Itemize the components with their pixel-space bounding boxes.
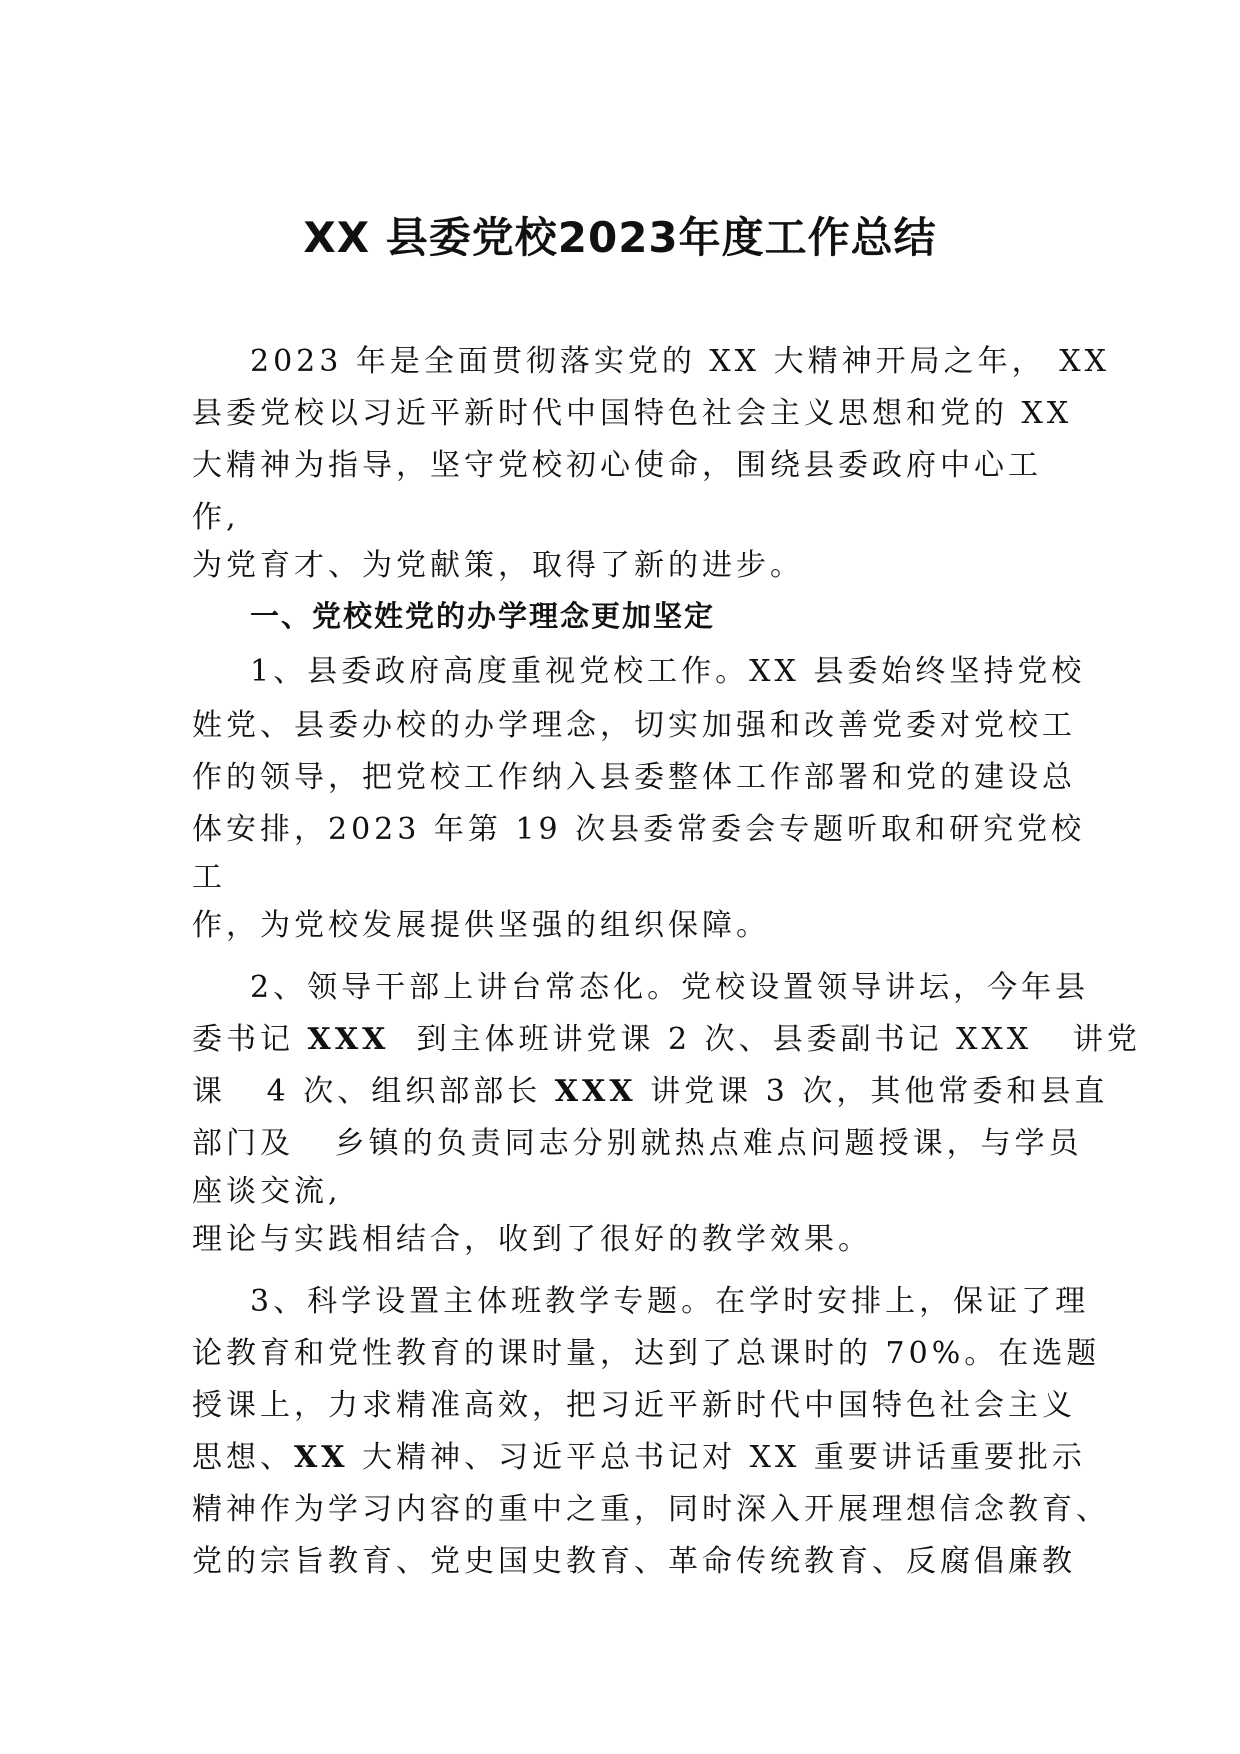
p3-line-5: 精神作为学习内容的重中之重，同时深入开展理想信念教育、 (192, 1492, 1110, 1527)
intro-line-4: 作, (192, 500, 240, 535)
p3-line-3: 授课上，力求精准高效，把习近平新时代中国特色社会主义 (192, 1388, 1076, 1423)
intro-line-2: 县委党校以习近平新时代中国特色社会主义思想和党的 XX (192, 396, 1073, 431)
p2-line-2 (192, 1020, 1141, 1060)
p2-line-5: 座谈交流, (192, 1174, 342, 1209)
p3-line-6: 党的宗旨教育、党史国史教育、革命传统教育、反腐倡廉教 (192, 1544, 1076, 1579)
p2-bold-name-2: XXX (554, 1074, 637, 1109)
p3-bold-xx: XX (294, 1440, 349, 1475)
p3-line-1: 3、科学设置主体班教学专题。在学时安排上，保证了理 (250, 1284, 1090, 1319)
p1-line-2: 姓党、县委办校的办学理念，切实加强和改善党委对党校工 (192, 708, 1076, 743)
intro-line-3: 大精神为指导，坚守党校初心使命，围绕县委政府中心工 (192, 448, 1042, 483)
document-title: XX 县委党校2023年度工作总结 (303, 213, 937, 262)
p3-line-2: 论教育和党性教育的课时量，达到了总课时的 70%。在选题 (192, 1336, 1101, 1371)
p1-line-4: 体安排，2023 年第 19 次县委常委会专题听取和研究党校 (192, 812, 1086, 847)
p1-line-5: 工 (192, 860, 226, 895)
p2-line-6: 理论与实践相结合，收到了很好的教学效果。 (192, 1222, 872, 1257)
section-heading-1: 一、党校姓党的办学理念更加坚定 (250, 599, 716, 633)
p2-line-4: 部门及 乡镇的负责同志分别就热点难点问题授课，与学员 (192, 1126, 1083, 1161)
p3-line-4-text-c: 大精神、习近平总书记对 XX 重要讲话重要批示 (348, 1440, 1086, 1475)
p2-bold-name-1: XXX (307, 1022, 390, 1057)
p2-line-2-text-c: 到主体班讲党课 2 次、县委副书记 XXX 讲党 (389, 1022, 1141, 1057)
p3-line-4 (192, 1438, 1086, 1478)
p2-line-3-text-c: 讲党课 3 次，其他常委和县直 (636, 1074, 1109, 1109)
p3-line-4-text-a: 思想、 (192, 1440, 294, 1475)
p2-line-3-text-a: 课 4 次、组织部部长 (192, 1074, 555, 1109)
intro-line-5: 为党育才、为党献策，取得了新的进步。 (192, 548, 804, 583)
p2-line-3 (192, 1072, 1108, 1112)
intro-line-1: 2023 年是全面贯彻落实党的 XX 大精神开局之年， XX (250, 344, 1110, 379)
p1-line-1: 1、县委政府高度重视党校工作。XX 县委始终坚持党校 (250, 654, 1086, 689)
p1-line-3: 作的领导，把党校工作纳入县委整体工作部署和党的建设总 (192, 760, 1076, 795)
p2-line-1: 2、领导干部上讲台常态化。党校设置领导讲坛，今年县 (250, 970, 1090, 1005)
p2-line-2-text-a: 委书记 (192, 1022, 308, 1057)
p1-line-6: 作，为党校发展提供坚强的组织保障。 (192, 908, 770, 943)
